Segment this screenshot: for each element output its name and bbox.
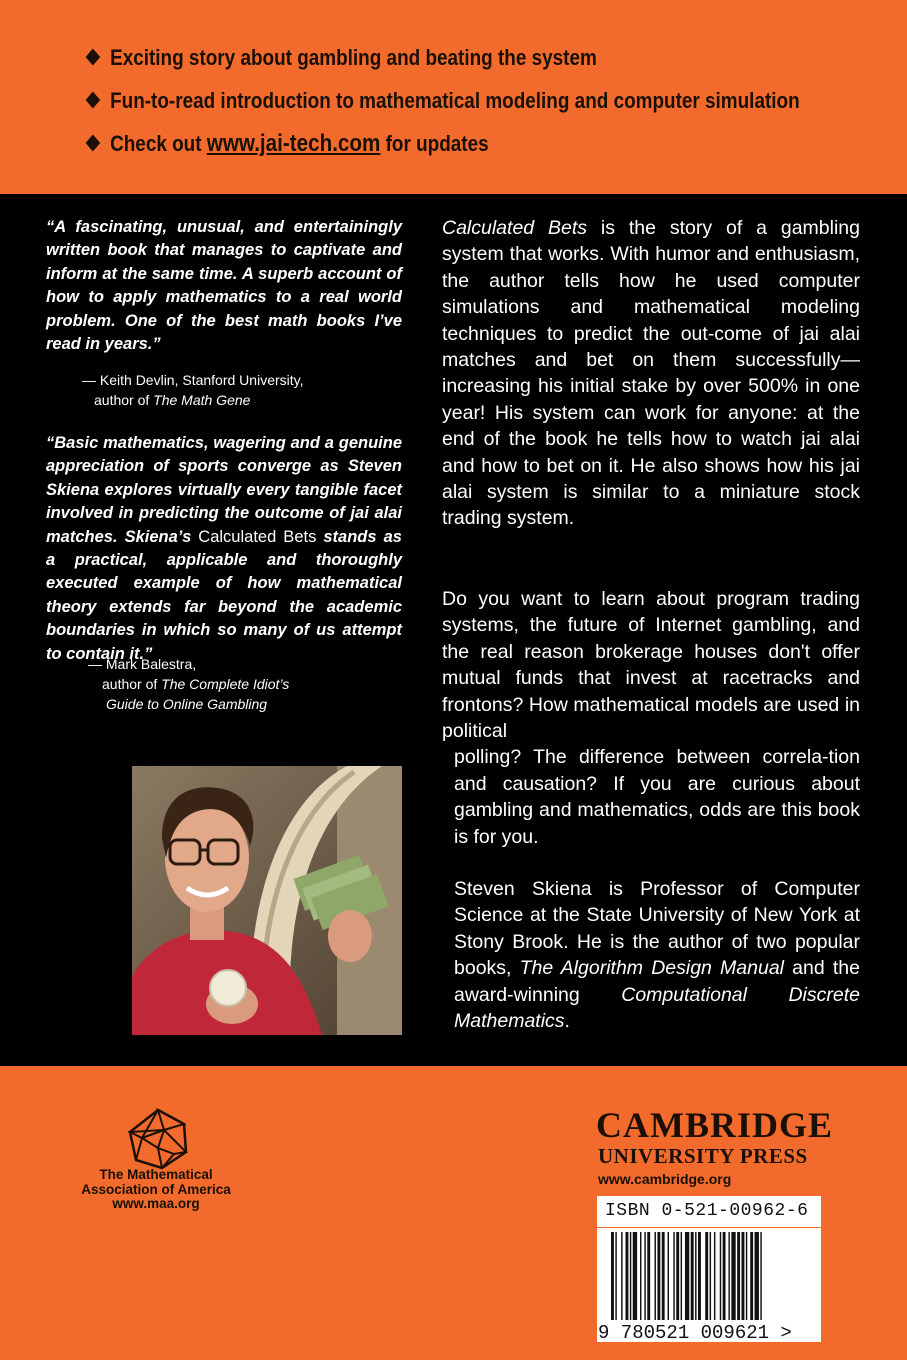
description-paragraph: Calculated Bets is the story of a gambling system that works. With humor and enthusiasm, the author tells how he used computer simulations and mathematical modeling techniques to predict the out-come of jai alai matches and bet on them successfully—increasing his initial stake by over 500% in one year! His system can work for anyone: at the end of the book he tells how to watch jai alai and how to bet on it. He also shows how his jai alai system is similar to a miniature stock trading system. [442,217,860,530]
author-photo-illustration [132,766,402,1035]
barcode-bar [698,1232,701,1320]
barcode-bar [630,1232,631,1320]
quote-balestra: “Basic mathematics, wagering and a genuine appreciation of sports converge as Steven Skiena explores virtually every tangible facet involved in predicting the outcome of jai alai matches. Skiena’s Calculated Bets stands as a practical, applicable and thoroughly executed example of how mathematical theory extends far beyond the academic boundaries in which so many of us attempt to contain it.” [46,434,402,663]
quote-attribution: — Keith Devlin, Stanford University, author of The Math Gene [82,372,304,408]
maa-polyhedron-logo-icon [128,1108,188,1170]
barcode-bar [746,1232,747,1320]
quote-attribution: — Mark Balestra, author of The Complete Idiot’s Guide to Online Gambling [88,656,290,712]
barcode-bar [695,1232,696,1320]
author-photo [132,766,402,1035]
feature-item: Fun-to-read introduction to mathematical modeling and computer simulation [86,83,800,126]
barcode-bar [737,1232,740,1320]
barcode-bar [705,1232,708,1320]
maa-name: The Mathematical Association of America www.maa.org [81,1167,231,1211]
barcode-bar [714,1232,715,1320]
barcode-bar [662,1232,665,1320]
barcode-digits: 9 780521 009621 > [598,1322,792,1344]
feature-item: Check out www.jai-tech.com for updates [86,126,800,169]
feature-item: Exciting story about gambling and beating the system [86,40,800,83]
diamond-bullet-icon [86,92,101,109]
barcode-bar [750,1232,753,1320]
barcode-bar [611,1232,614,1320]
barcode-bar [685,1232,689,1320]
feature-list [86,40,907,169]
publisher-name: CAMBRIDGE [596,1105,834,1145]
description-paragraph: Do you want to learn about program trading systems, the future of Internet gambling, and the real reason brokerage houses don't offer mutual funds that invest at racetracks and frontons? How mathematical models are used in political polling? The difference between correla-tion and causation? If you are curious about gambling and mathematics, odds are this book is for you. [442,588,860,848]
barcode-bar [676,1232,679,1320]
barcode-bar [731,1232,735,1320]
barcode-bar [655,1232,656,1320]
barcode-bar [647,1232,650,1320]
diamond-bullet-icon [86,49,101,66]
barcode-bar [644,1232,645,1320]
barcode-bar [710,1232,711,1320]
barcode-bar [673,1232,674,1320]
barcode-bar [668,1232,669,1320]
barcode-bar [742,1232,745,1320]
barcode-bar [723,1232,726,1320]
barcode-bar [615,1232,616,1320]
barcode-bar [681,1232,682,1320]
barcode-bar [760,1232,761,1320]
publisher-subtitle: UNIVERSITY PRESS [598,1144,808,1168]
isbn-label: ISBN 0-521-00962-6 [605,1201,809,1221]
barcode-bar [720,1232,721,1320]
website-link[interactable]: www.jai-tech.com [206,130,381,157]
diamond-bullet-icon [86,135,101,152]
quote-devlin: “A fascinating, unusual, and entertainingly written book that manages to captivate and inform at the same time. A superb account of how to apply mathematics to a real world problem. One of the best math books I’ve read in years.” [46,218,402,354]
barcode-bar [691,1232,694,1320]
barcode-bars-icon [597,1228,821,1324]
barcode-bar [755,1232,759,1320]
barcode-bar [621,1232,622,1320]
publisher-url: www.cambridge.org [598,1171,732,1187]
barcode-bar [728,1232,729,1320]
barcode-bar [657,1232,660,1320]
barcode-bar [640,1232,641,1320]
top-band [0,0,907,194]
barcode-bar [626,1232,629,1320]
author-bio: Steven Skiena is Professor of Computer Science at the State University of New York at Stony Brook. He is the author of two popular books, The Algorithm Design Manual and the award-winning Computational Discrete Mathematics. [454,878,860,1033]
barcode-bar [633,1232,637,1320]
